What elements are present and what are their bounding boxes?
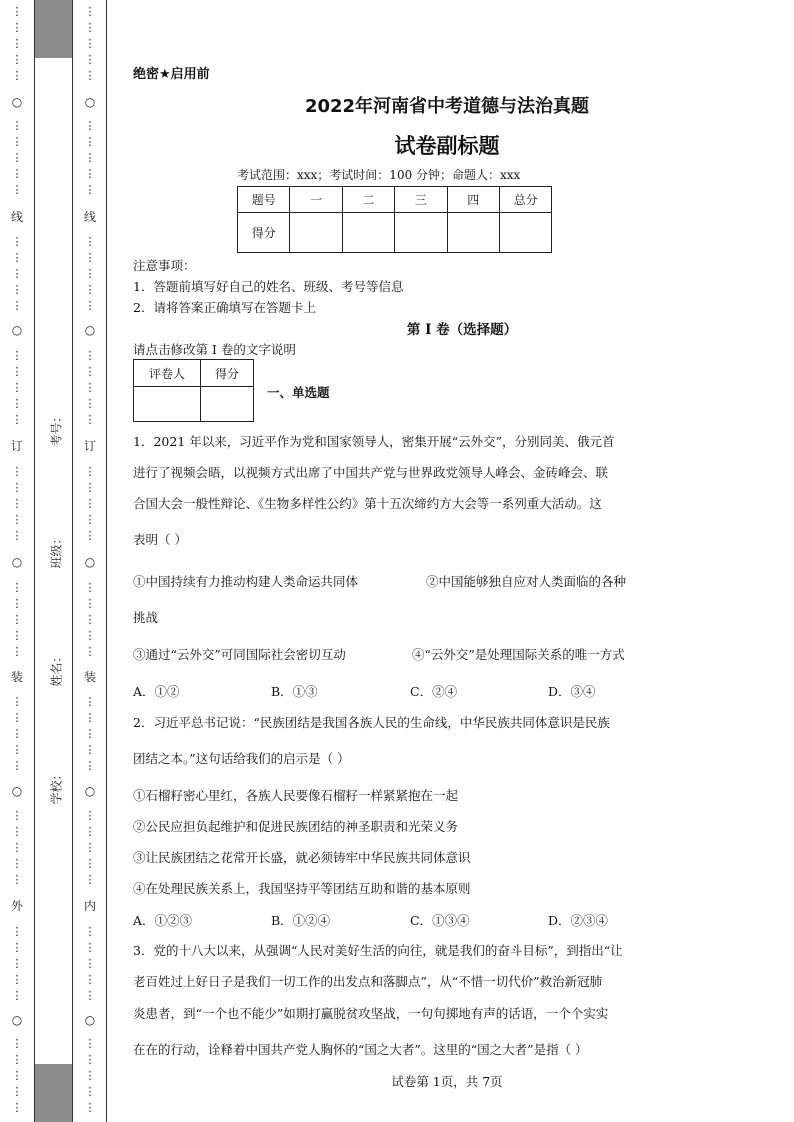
outer-seal-column: ⋮ ⋮ ⋮ ⋮ ⋮ ○ ⋮ ⋮ ⋮ ⋮ ⋮ 线 ⋮ ⋮ ⋮ ⋮ ⋮ ○ ⋮ ⋮ ⋮ ⋮ ⋮ 订 ⋮ ⋮ ⋮ ⋮ ⋮ ○ ⋮ ⋮ ⋮ ⋮ ⋮ 装 ⋮ ⋮ ⋮ ⋮ ⋮ ○ ⋮ ⋮ ⋮ ⋮ ⋮ 外 ⋮ ⋮ ⋮ ⋮ ⋮ ○ ⋮ ⋮ ⋮ ⋮ ⋮ bbox=[10, 5, 23, 1114]
grader-header-cell: 得分 bbox=[201, 360, 254, 387]
circle-mark: ○ bbox=[84, 323, 96, 337]
notice-title: 注意事项： bbox=[133, 258, 196, 273]
circle-mark: ○ bbox=[11, 1013, 23, 1027]
margin-rule-1 bbox=[34, 0, 35, 1122]
grader-table bbox=[133, 359, 254, 422]
score-entry-cell[interactable] bbox=[342, 213, 394, 253]
answer-option[interactable]: B．①②④ bbox=[271, 913, 331, 928]
circle-mark: ○ bbox=[11, 323, 23, 337]
notice-item: 1．答题前填写好自己的姓名、班级、考号等信息 bbox=[133, 279, 404, 294]
name-label: 姓名： bbox=[49, 650, 64, 687]
margin-rule-3 bbox=[106, 0, 107, 1122]
secret-mark: 绝密★启用前 bbox=[133, 67, 210, 82]
question-line: 炎患者，到“一个也不能少”如期打赢脱贫攻坚战，一句句掷地有声的话语，一个个实实 bbox=[133, 1006, 609, 1021]
exam-info: 考试范围：xxx；考试时间：100 分钟；命题人：xxx bbox=[237, 168, 521, 182]
statement: ③让民族团结之花常开长盛，就必须铸牢中华民族共同体意识 bbox=[133, 850, 471, 865]
answer-option[interactable]: A．①② bbox=[133, 684, 180, 699]
score-entry-cell[interactable] bbox=[447, 213, 499, 253]
answer-option[interactable]: C．①③④ bbox=[410, 913, 470, 928]
school-label: 学校： bbox=[49, 768, 64, 805]
question-line: 3．党的十八大以来，从强调“人民对美好生活的向往，就是我们的奋斗目标”，到指出“让 bbox=[133, 943, 623, 958]
circle-mark: ○ bbox=[84, 784, 96, 798]
score-entry-cell[interactable] bbox=[499, 213, 551, 253]
grader-header-cell: 评卷人 bbox=[134, 360, 201, 387]
question-line: 1．2021 年以来，习近平作为党和国家领导人，密集开展“云外交”，分别同美、俄元首 bbox=[133, 434, 615, 449]
answer-option[interactable]: A．①②③ bbox=[133, 913, 193, 928]
seal-mark: 外 bbox=[10, 899, 23, 913]
answer-option[interactable]: D．③④ bbox=[548, 684, 596, 699]
seal-mark: 订 bbox=[83, 439, 96, 453]
score-header-cell: 二 bbox=[342, 187, 394, 213]
answer-option[interactable]: D．②③④ bbox=[548, 913, 609, 928]
exam-number-label: 考号： bbox=[49, 410, 64, 447]
volume-note: 请点击修改第 I 卷的文字说明 bbox=[133, 342, 296, 357]
question-line: 团结之本。”这句话给我们的启示是（ ） bbox=[133, 751, 350, 766]
answer-option[interactable]: B．①③ bbox=[271, 684, 318, 699]
page-footer: 试卷第 1页，共 7页 bbox=[391, 1074, 503, 1089]
score-header-cell: 三 bbox=[395, 187, 447, 213]
grader-entry-cell[interactable] bbox=[134, 387, 201, 422]
score-header-cell: 题号 bbox=[238, 187, 290, 213]
statement: ②公民应担负起维护和促进民族团结的神圣职责和光荣义务 bbox=[133, 819, 459, 834]
section-title: 一、单选题 bbox=[267, 385, 330, 400]
binding-margin bbox=[0, 0, 108, 1122]
question-line: 老百姓过上好日子是我们一切工作的出发点和落脚点”，从“不惜一切代价”救治新冠肺 bbox=[133, 974, 603, 989]
circle-mark: ○ bbox=[84, 1013, 96, 1027]
score-entry-cell[interactable] bbox=[290, 213, 342, 253]
score-header-cell: 一 bbox=[290, 187, 342, 213]
class-label: 班级： bbox=[49, 532, 64, 569]
score-header-cell: 四 bbox=[447, 187, 499, 213]
inner-seal-column: ⋮ ⋮ ⋮ ⋮ ⋮ ○ ⋮ ⋮ ⋮ ⋮ ⋮ 线 ⋮ ⋮ ⋮ ⋮ ⋮ ○ ⋮ ⋮ ⋮ ⋮ ⋮ 订 ⋮ ⋮ ⋮ ⋮ ⋮ ○ ⋮ ⋮ ⋮ ⋮ ⋮ 装 ⋮ ⋮ ⋮ ⋮ ⋮ ○ ⋮ ⋮ ⋮ ⋮ ⋮ 内 ⋮ ⋮ ⋮ ⋮ ⋮ ○ ⋮ ⋮ ⋮ ⋮ ⋮ bbox=[83, 5, 96, 1114]
question-line: 合国大会一般性辩论、《生物多样性公约》第十五次缔约方大会等一系列重大活动。这 bbox=[133, 496, 602, 511]
statement: ④在处理民族关系上，我国坚持平等团结互助和谐的基本原则 bbox=[133, 881, 471, 896]
circle-mark: ○ bbox=[84, 95, 96, 109]
seal-mark: 装 bbox=[83, 670, 96, 684]
question-line: 2．习近平总书记说：“民族团结是我国各族人民的生命线，中华民族共同体意识是民族 bbox=[133, 715, 610, 730]
exam-subtitle: 试卷副标题 bbox=[394, 134, 500, 158]
statement: ①石榴籽密心里红，各族人民要像石榴籽一样紧紧抱在一起 bbox=[133, 788, 459, 803]
statement: ③通过“云外交”可同国际社会密切互动 bbox=[133, 647, 346, 662]
margin-rule-2 bbox=[72, 0, 73, 1122]
circle-mark: ○ bbox=[84, 555, 96, 569]
margin-shade-top bbox=[34, 0, 72, 58]
exam-title: 2022年河南省中考道德与法治真题 bbox=[304, 96, 590, 117]
question-line: 进行了视频会晤，以视频方式出席了中国共产党与世界政党领导人峰会、金砖峰会、联 bbox=[133, 465, 609, 480]
circle-mark: ○ bbox=[11, 555, 23, 569]
circle-mark: ○ bbox=[11, 784, 23, 798]
seal-mark: 装 bbox=[10, 670, 23, 684]
seal-mark: 内 bbox=[83, 899, 96, 913]
seal-mark: 线 bbox=[10, 210, 23, 224]
score-table bbox=[237, 186, 552, 253]
statement: ④“云外交”是处理国际关系的唯一方式 bbox=[412, 647, 625, 662]
score-row-label: 得分 bbox=[238, 213, 290, 253]
notice-item: 2．请将答案正确填写在答题卡上 bbox=[133, 300, 316, 315]
score-header-cell: 总分 bbox=[499, 187, 551, 213]
question-line: 在在的行动，诠释着中国共产党人胸怀的“国之大者”。这里的“国之大者”是指（ ） bbox=[133, 1042, 588, 1057]
statement: ②中国能够独自应对人类面临的各种 bbox=[426, 574, 627, 589]
statement: ①中国持续有力推动构建人类命运共同体 bbox=[133, 574, 359, 589]
circle-mark: ○ bbox=[11, 95, 23, 109]
seal-mark: 订 bbox=[10, 439, 23, 453]
statement: 挑战 bbox=[133, 610, 159, 625]
score-entry-cell[interactable] bbox=[395, 213, 447, 253]
question-line: 表明（ ） bbox=[133, 532, 187, 547]
seal-mark: 线 bbox=[83, 210, 96, 224]
answer-option[interactable]: C．②④ bbox=[410, 684, 458, 699]
volume-title: 第 I 卷（选择题） bbox=[406, 322, 518, 338]
grader-entry-cell[interactable] bbox=[201, 387, 254, 422]
